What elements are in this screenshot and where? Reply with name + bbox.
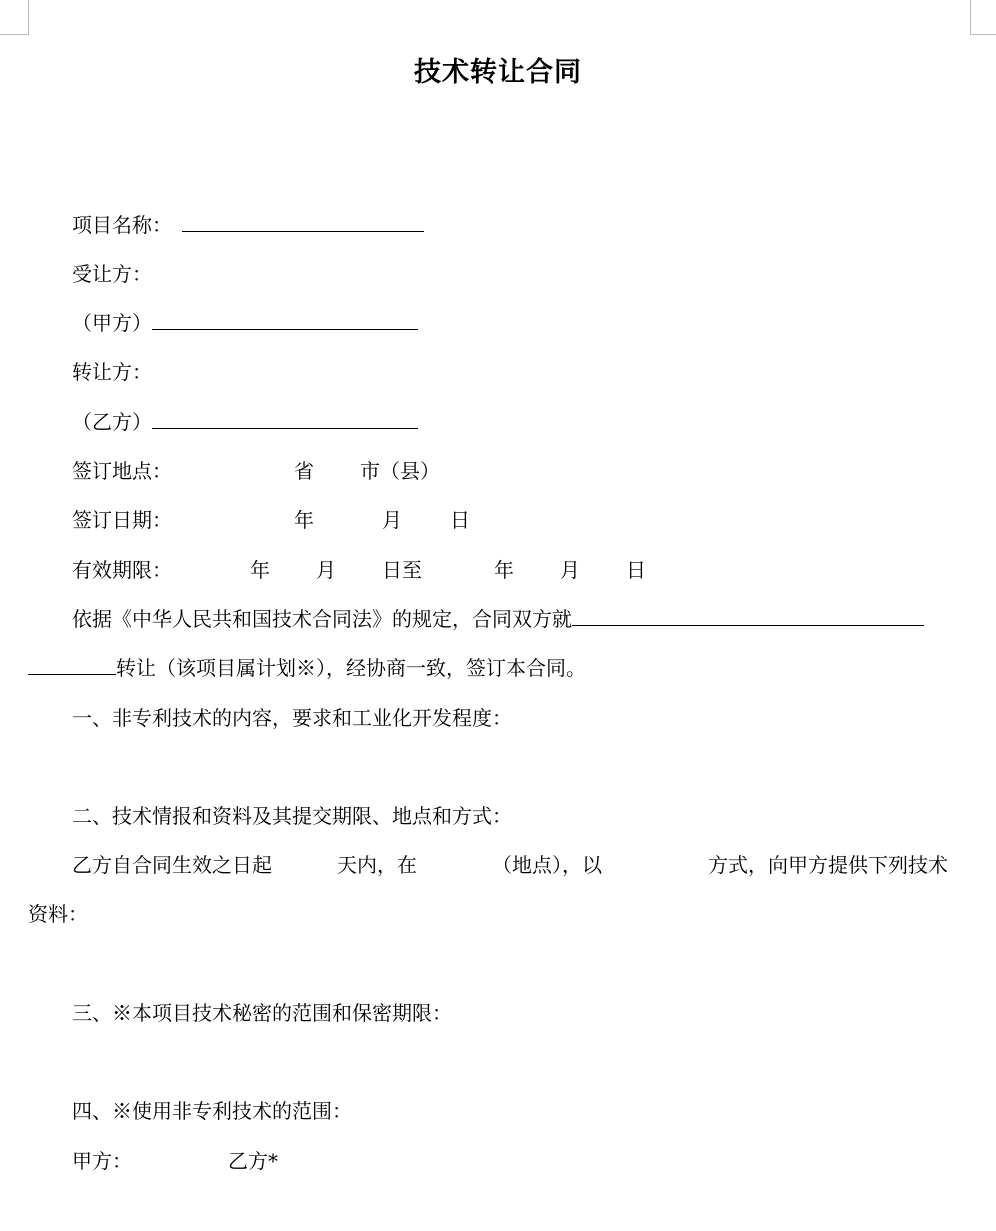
basis-paragraph-line-1	[72, 606, 924, 632]
validity-month-2: 月	[560, 558, 580, 582]
validity-label: 有效期限：	[72, 558, 172, 582]
basis-text-2: 转让（该项目属计划※），经协商一致，签订本合同。	[116, 656, 586, 680]
project-name-label: 项目名称：	[72, 213, 172, 237]
section-2-part-2: 天内，在	[337, 853, 417, 877]
party-b-field[interactable]	[152, 410, 418, 429]
signing-place-province: 省	[294, 459, 314, 483]
signing-date-month: 月	[382, 508, 402, 532]
signing-date-year: 年	[294, 508, 314, 532]
section-2-body-line-2: 资料：	[28, 902, 88, 926]
project-subject-field[interactable]	[572, 607, 924, 626]
section-2-part-4: 方式，向甲方提供下列技术	[708, 853, 948, 877]
section-4-heading: 四、※使用非专利技术的范围：	[72, 1099, 352, 1123]
section-2-heading: 二、技术情报和资料及其提交期限、地点和方式：	[72, 804, 512, 828]
signature-row	[72, 1148, 278, 1174]
signature-party-b: 乙方*	[228, 1149, 278, 1173]
validity-row	[72, 557, 646, 583]
basis-text-1: 依据《中华人民共和国技术合同法》的规定，合同双方就	[72, 607, 572, 631]
validity-day-to: 日至	[382, 558, 422, 582]
signature-party-a: 甲方：	[72, 1149, 132, 1173]
section-1-heading: 一、非专利技术的内容，要求和工业化开发程度：	[72, 706, 512, 730]
project-subject-field-continued[interactable]	[28, 656, 116, 675]
signing-place-city: 市（县）	[360, 459, 440, 483]
signing-place-row	[72, 458, 440, 484]
signing-date-row	[72, 507, 470, 533]
validity-day-2: 日	[626, 558, 646, 582]
project-name-row	[72, 212, 424, 238]
party-a-label: （甲方）	[72, 311, 152, 335]
validity-year-2: 年	[494, 558, 514, 582]
party-a-row	[72, 310, 418, 336]
section-2-part-1: 乙方自合同生效之日起	[72, 853, 272, 877]
party-b-label: （乙方）	[72, 410, 152, 434]
document-title: 技术转让合同	[414, 57, 582, 88]
validity-month-1: 月	[316, 558, 336, 582]
signing-place-label: 签订地点：	[72, 459, 172, 483]
signing-date-day: 日	[450, 508, 470, 532]
party-b-row	[72, 409, 418, 435]
party-a-field[interactable]	[152, 311, 418, 330]
project-name-field[interactable]	[182, 213, 424, 232]
page-corner-mark-top-right	[970, 0, 996, 35]
section-3-heading: 三、※本项目技术秘密的范围和保密期限：	[72, 1001, 452, 1025]
basis-paragraph-line-2	[28, 655, 586, 681]
section-2-part-3: （地点），以	[492, 853, 602, 877]
validity-year-1: 年	[250, 558, 270, 582]
signing-date-label: 签订日期：	[72, 508, 172, 532]
transferor-label: 转让方：	[72, 360, 152, 384]
page-corner-mark-top-left	[0, 0, 29, 35]
transferee-label: 受让方：	[72, 262, 152, 286]
